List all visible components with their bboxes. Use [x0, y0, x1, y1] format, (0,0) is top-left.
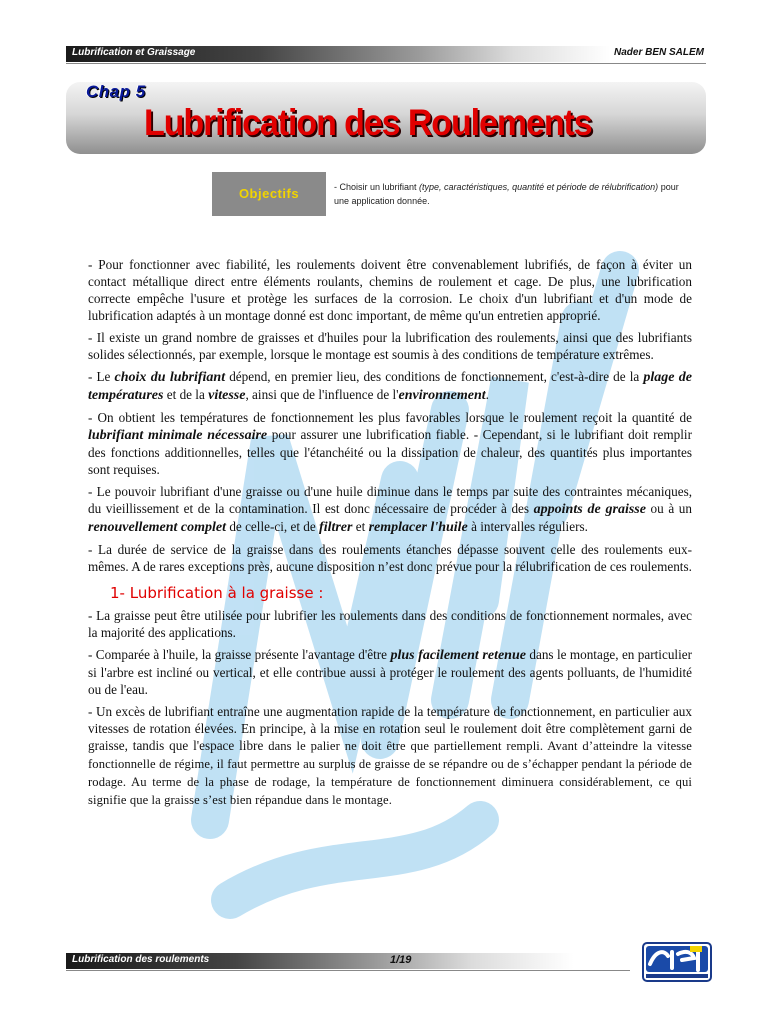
text-run: à intervalles réguliers.	[467, 519, 588, 534]
text-run: dans le palier ne doit être que partiellement rempli. Avant d’atteindre la vitesse fonctionnelle de régime, il faut permettre au surplus de graisse de se répandre ou de s’échapper pendant la période de rodage. Au terme de la phase de rodage, la température de fonctionnement diminuera considérablement, ce qui signifie que la graisse s’est bien répandue dans le montage.	[88, 739, 692, 807]
emphasis: plage de températures	[88, 370, 692, 403]
objectives-label: Objectifs	[238, 186, 300, 201]
page-header	[66, 46, 706, 62]
emphasis: remplacer l'huile	[368, 520, 468, 535]
paragraph-6: - La durée de service de la graisse dans des roulements étanches dépasse souvent celle des roulements eux-mêmes. A de rares exceptions près, aucune disposition n’est donc prévue pour la rélubrification de ces roulements.	[88, 542, 692, 574]
text-run: - Le pouvoir lubrifiant d'une graisse ou d'une huile diminue dans le temps par suite des contraintes mécaniques, du vieillissement et de la contamination. Il est donc nécessaire de procéder à des	[88, 484, 692, 516]
text-run: dépend, en premier lieu, des conditions de fonctionnement, c'est-à-dire de la	[225, 369, 644, 384]
text-run: de celle-ci, et de	[226, 519, 320, 534]
paragraph-3	[88, 368, 692, 404]
emphasis: filtrer	[319, 520, 353, 535]
text-run: - Le	[88, 369, 115, 384]
objectives-text-a: - Choisir un lubrifiant	[334, 182, 420, 192]
emphasis: choix du lubrifiant	[114, 370, 226, 385]
emphasis: appoints de graisse	[533, 502, 646, 517]
objectives-box	[212, 172, 326, 216]
paragraph-4	[88, 409, 692, 478]
text-run: - Un excès de lubrifiant entraîne une augmentation rapide de la température de fonctionnement, en particulier aux vitesses de rotation élevées. En principe, à la mise en rotation seul le roulement doit être complètement garni de graisse, tandis que l'espace libre	[88, 704, 692, 753]
text-run: , ainsi que de l'influence de l'	[245, 387, 399, 402]
objectives-text	[334, 180, 684, 208]
institution-logo	[642, 942, 712, 982]
paragraph-1: - Pour fonctionner avec fiabilité, les roulements doivent être convenablement lubrifiés, de façon à éviter un contact métallique direct entre éléments roulants, chemins de roulement et cage. De plus, une lubrification correcte empêche l'usure et protège les surfaces de la corrosion. Le choix d'un lubrifiant et d'un mode de lubrification adaptés à un montage donné est donc important, de même qu'un entretien approprié.	[88, 257, 692, 323]
footer-title: Lubrification des roulements	[72, 954, 210, 965]
header-left-title: Lubrification et Graissage	[72, 47, 196, 58]
text-run: .	[485, 387, 489, 402]
emphasis: vitesse	[208, 388, 246, 403]
objectives-text-italic: (type, caractéristiques, quantité et période de rélubrification)	[419, 182, 659, 192]
section-heading-1: 1- Lubrification à la graisse :	[110, 584, 324, 602]
chapter-label: Chap 5	[86, 82, 146, 101]
page-number: 1/19	[390, 954, 412, 966]
page-footer	[66, 953, 630, 969]
text-run: - Comparée à l'huile, la graisse présente l'avantage d'être	[88, 647, 391, 662]
chapter-title: Lubrification des Roulements	[144, 102, 592, 143]
paragraph-5	[88, 483, 692, 536]
section1-paragraph-2	[88, 646, 692, 698]
document-body	[88, 256, 692, 814]
text-run: dans le montage, en particulier si l'arbre est incliné ou vertical, et elle contribue aussi à protéger le roulement des agents polluants, de l'humidité ou de l'eau.	[88, 647, 692, 697]
text-run: et de la	[163, 387, 209, 402]
text-run: et	[352, 519, 369, 534]
section1-paragraph-3	[88, 703, 692, 809]
section1-paragraph-1: - La graisse peut être utilisée pour lubrifier les roulements dans des conditions de fonctionnement normales, avec la majorité des applications.	[88, 608, 692, 640]
text-run: pour assurer une lubrification fiable. - Cependant, si le lubrifiant doit remplir des fonctions additionnelles, telles que l'étanchéité ou la dissipation de chaleur, des quantités plus importantes sont requises.	[88, 427, 692, 477]
text-run: - On obtient les températures de fonctionnement les plus favorables lorsque le roulement reçoit la quantité de	[88, 410, 692, 425]
objectives-text-b: pour une application donnée.	[334, 182, 679, 206]
emphasis: lubrifiant minimale nécessaire	[88, 428, 268, 443]
emphasis: environnement	[398, 388, 486, 403]
paragraph-2: - Il existe un grand nombre de graisses et d'huiles pour la lubrification des roulements, ainsi que des lubrifiants solides sélectionnés, par exemple, lorsque le montage est soumis à des conditions de température extrêmes.	[88, 330, 692, 362]
footer-rule	[66, 970, 630, 971]
header-author: Nader BEN SALEM	[613, 47, 704, 58]
text-run: ou à un	[645, 501, 692, 516]
header-rule	[66, 63, 706, 64]
emphasis: renouvellement complet	[88, 520, 227, 535]
emphasis: plus facilement retenue	[390, 648, 526, 663]
